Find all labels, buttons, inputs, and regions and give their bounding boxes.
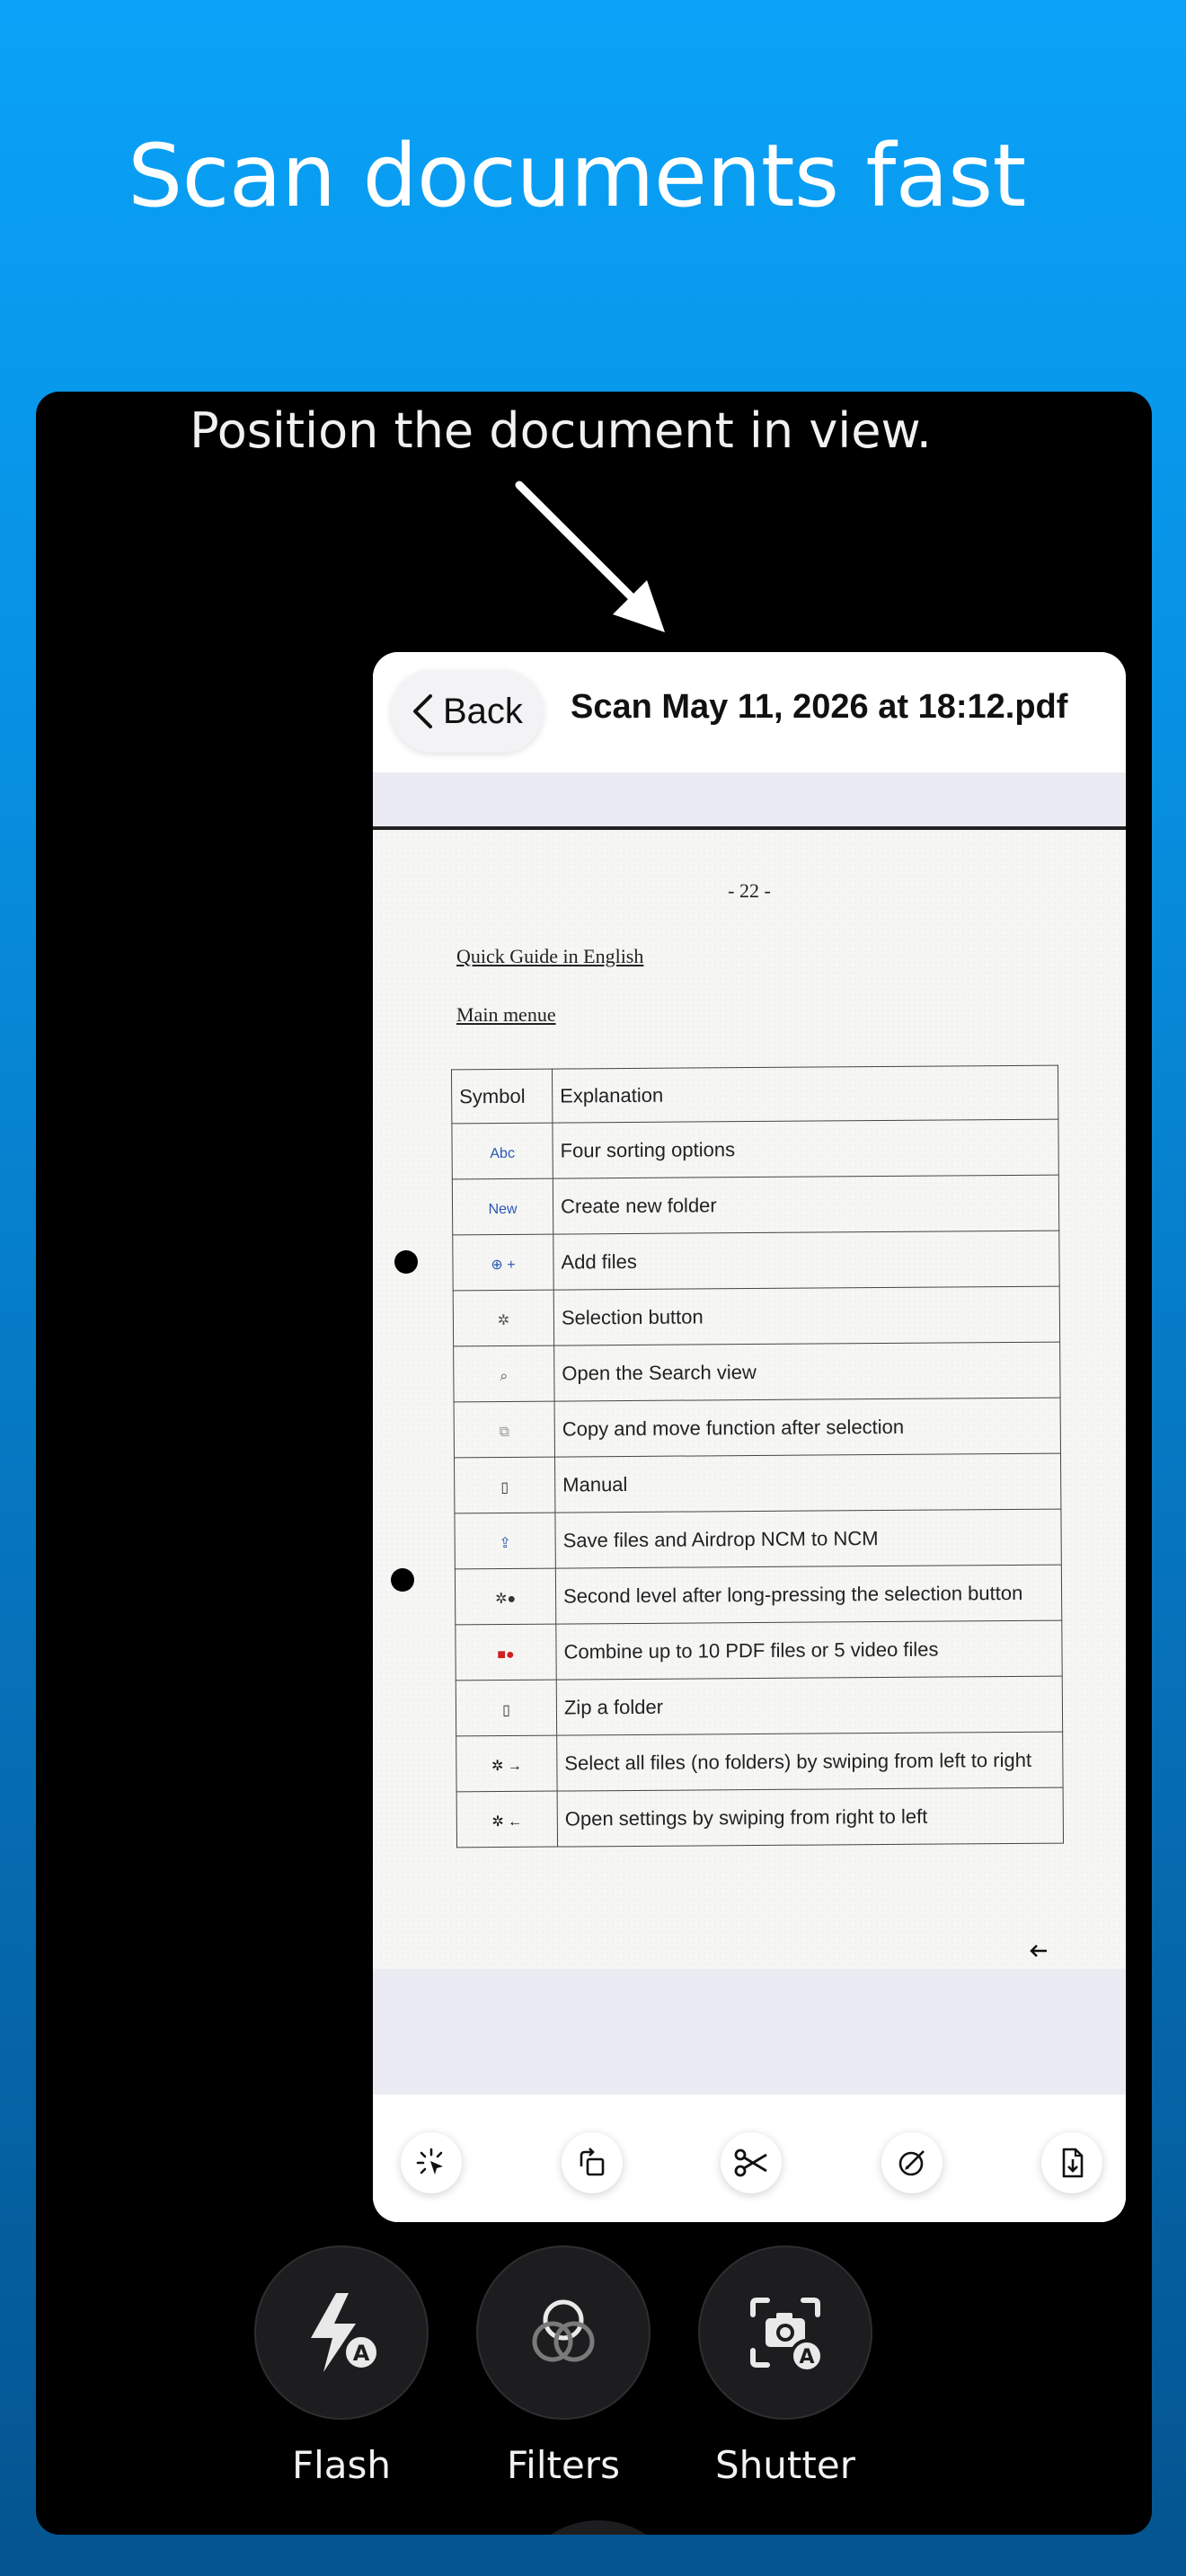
selection-icon: ✲ [497,1312,510,1328]
punch-hole [391,1568,414,1592]
table-cell: Open settings by swiping from right to left [557,1787,1063,1847]
section-title: Main menue [456,1003,556,1026]
save-button[interactable] [1041,2132,1102,2193]
search-icon: ⌕ [500,1368,509,1384]
table-header-row [451,1065,1058,1124]
viewer-header [373,652,1126,772]
camera-hint: Position the document in view. [190,402,932,459]
table-row [455,1509,1061,1569]
filters-button[interactable] [476,2245,651,2420]
table-cell: Second level after long-pressing the selection button [555,1565,1061,1624]
viewer-toolbar [373,2095,1126,2222]
shutter-label: Shutter [715,2443,855,2487]
table-header-explanation: Explanation [552,1065,1058,1123]
arrow-annotation-icon [512,478,674,640]
svg-text:A: A [799,2346,815,2369]
sort-symbol: Abc [490,1145,515,1161]
select-icon [415,2147,447,2179]
guide-title: Quick Guide in English [456,945,644,967]
share-icon: ⇪ [499,1535,511,1551]
page-gutter-bottom [373,1969,1126,2095]
capture-button[interactable] [511,2520,686,2535]
table-row [454,1398,1060,1458]
table-cell: Selection button [553,1286,1059,1345]
combine-icon: ■● [497,1646,515,1663]
swipe-left-icon: ✲ ← [491,1813,523,1830]
new-folder-symbol: New [488,1201,518,1217]
headline: Scan documents fast [128,126,1026,226]
punch-hole [394,1250,418,1274]
save-icon [1056,2147,1088,2179]
table-row [455,1453,1061,1513]
flash-button[interactable] [254,2245,429,2420]
manual-icon: ▯ [500,1479,509,1495]
crop-button[interactable] [721,2132,782,2193]
table-header-symbol: Symbol [451,1069,552,1124]
rotate-icon [576,2147,608,2179]
markup-icon [896,2147,928,2179]
table-cell: Manual [554,1453,1060,1513]
scanned-page[interactable] [373,826,1126,1969]
crop-scissors-icon [733,2147,769,2179]
filters-icon [518,2288,608,2378]
markup-button[interactable] [881,2132,943,2193]
table-row [453,1231,1059,1291]
flash-auto-icon [296,2288,386,2378]
shutter-button[interactable] [698,2245,872,2420]
table-row [455,1565,1061,1625]
table-row [456,1676,1062,1736]
arrow-left-icon [1029,1944,1049,1958]
page-gutter-top [373,772,1126,826]
table-row [452,1175,1058,1235]
back-label: Back [443,691,523,731]
add-files-icon: ⊕ + [491,1257,516,1273]
table-cell: Save files and Airdrop NCM to NCM [555,1509,1061,1568]
table-row [456,1787,1063,1848]
table-cell: Copy and move function after selection [554,1398,1060,1457]
table-cell: Select all files (no folders) by swiping from left to right [557,1732,1063,1791]
table-cell: Open the Search view [554,1342,1060,1401]
swipe-right-icon: ✲ → [491,1758,522,1774]
camera-screen [36,392,1152,2535]
svg-text:A: A [352,2341,370,2366]
table-row [456,1620,1062,1681]
page-number: - 22 - [728,879,771,902]
table-row [452,1119,1058,1179]
zip-icon: ▯ [501,1702,510,1718]
table-cell: Add files [553,1231,1059,1290]
table-cell: Create new folder [553,1175,1058,1234]
shutter-auto-icon [740,2288,830,2378]
filters-label: Filters [507,2443,620,2487]
copy-move-icon: ⧉ [499,1424,510,1440]
table-cell: Combine up to 10 PDF files or 5 video files [556,1620,1062,1680]
symbol-table [451,1065,1064,1848]
select-button[interactable] [401,2132,462,2193]
table-cell: Four sorting options [553,1119,1058,1178]
table-row [454,1342,1060,1402]
table-row [456,1732,1063,1792]
rotate-button[interactable] [562,2132,623,2193]
back-button[interactable] [391,670,544,753]
chevron-left-icon [411,693,434,729]
table-row [453,1286,1059,1346]
table-cell: Zip a folder [556,1676,1062,1735]
pdf-viewer-card [373,652,1126,2222]
second-level-icon: ✲● [494,1591,517,1607]
document-title: Scan May 11, 2026 at 18:12.pdf [571,688,1068,726]
flash-label: Flash [291,2443,392,2487]
